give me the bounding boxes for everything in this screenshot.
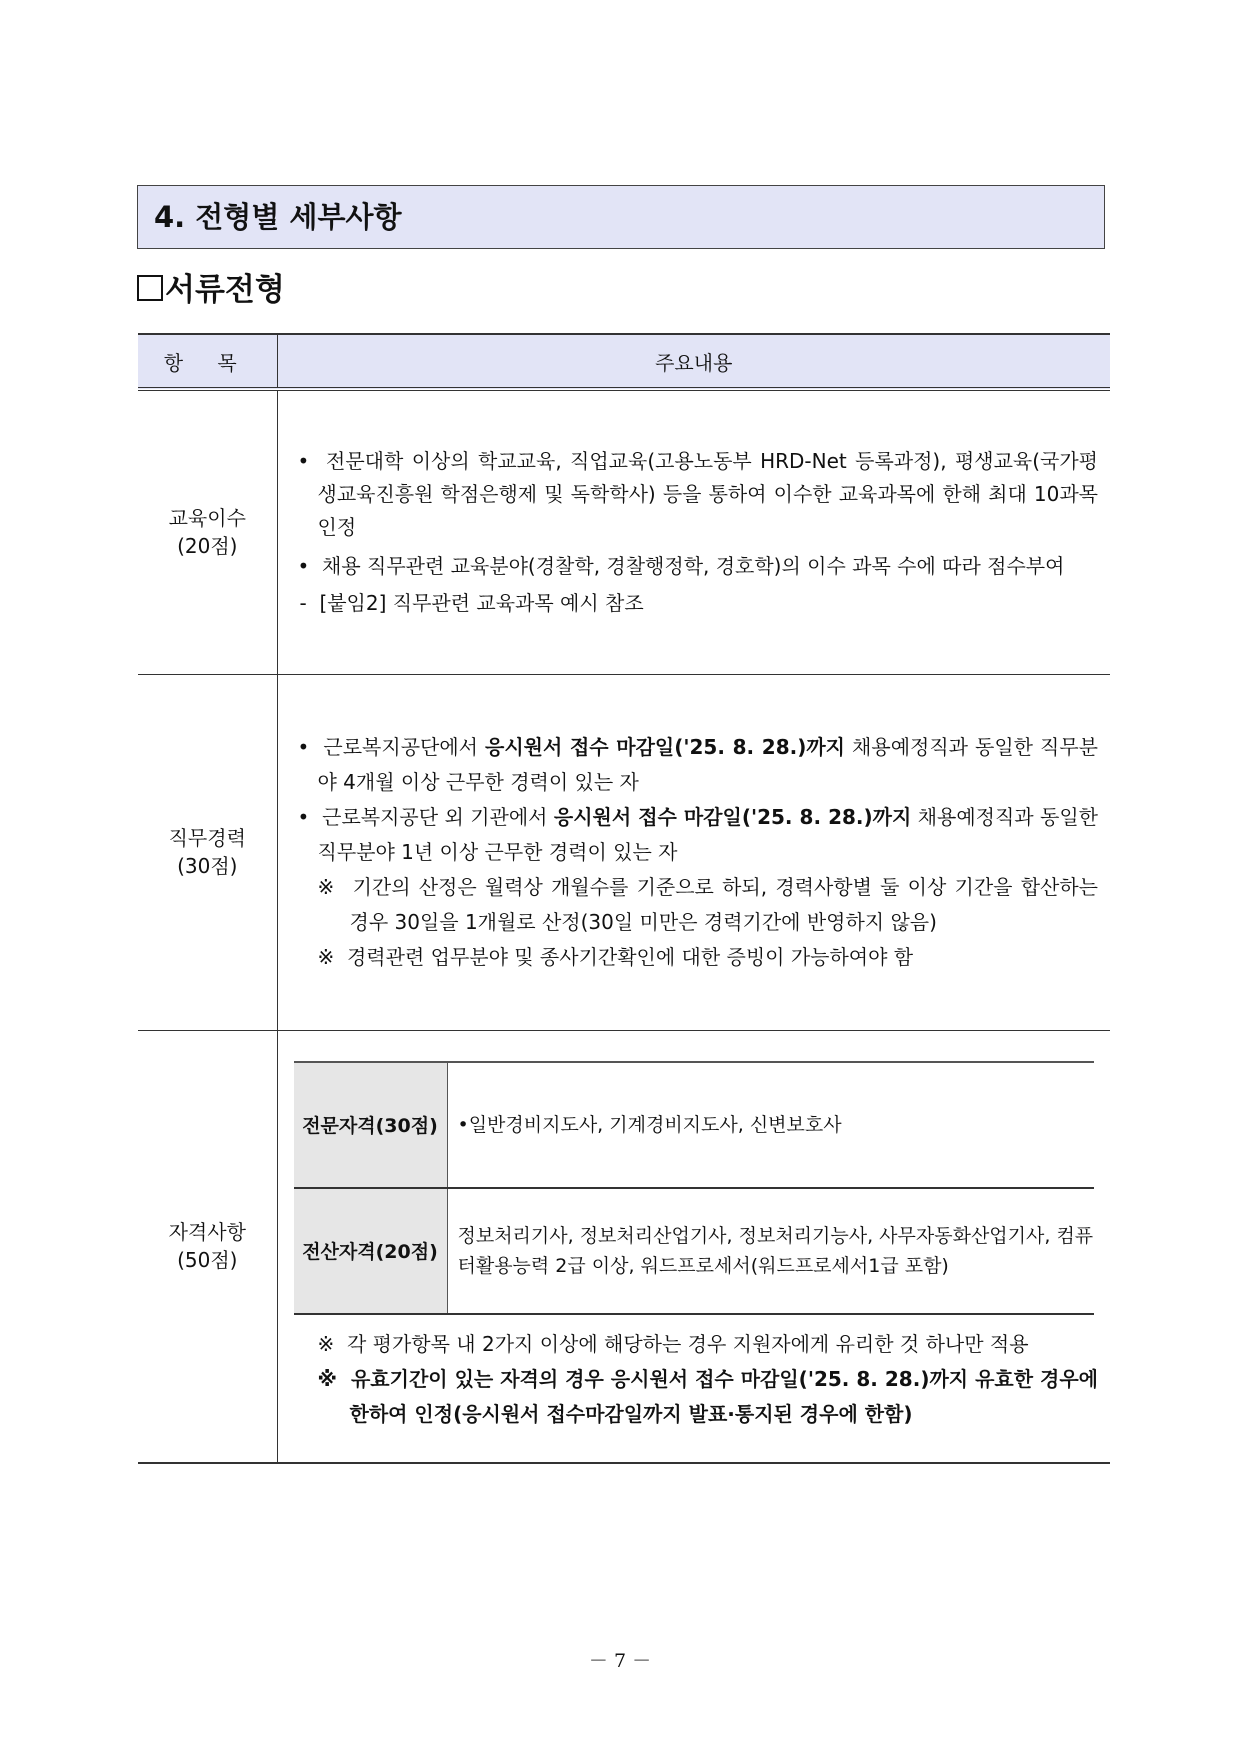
table-row <box>138 389 1110 674</box>
row-points: (50점) <box>177 1248 238 1273</box>
content-cell <box>277 389 1110 674</box>
qualification-label: 전문자격(30점) <box>294 1062 448 1188</box>
bullet-item: • 채용 직무관련 교육분야(경찰학, 경찰행정학, 경호학)의 이수 과목 수에 따라 점수부여 <box>297 553 1065 578</box>
row-label-cell <box>138 1030 277 1463</box>
qualification-table <box>294 1061 1094 1315</box>
table-header-row <box>138 334 1110 389</box>
row-points: (30점) <box>177 854 238 878</box>
qualification-row <box>294 1062 1094 1188</box>
qualification-row <box>294 1188 1094 1314</box>
row-label: 자격사항 <box>168 1220 246 1245</box>
bullet-item: • 전문대학 이상의 학교교육, 직업교육(고용노동부 HRD-Net 등록과정), 평생교육(국가평생교육진흥원 학점은행제 및 독학학사) 등을 통하여 이수한 교육과목에 한해 최대 10과목 인정 <box>297 448 1098 539</box>
subsection-title: 서류전형 <box>165 272 285 308</box>
note-item: ※ 각 평가항목 내 2가지 이상에 해당하는 경우 지원자에게 유리한 것 하나만 적용 <box>317 1331 1029 1356</box>
column-header-content: 주요내용 <box>277 334 1110 389</box>
dash-item: - [붙임2] 직무관련 교육과목 예시 참조 <box>299 590 644 615</box>
table-row <box>138 1030 1110 1463</box>
page-number: － 7 － <box>588 1650 652 1672</box>
table-row <box>138 674 1110 1030</box>
content-cell <box>277 674 1110 1030</box>
note-item: ※ 경력관련 업무분야 및 종사기간확인에 대한 증빙이 가능하여야 함 <box>317 944 914 969</box>
screening-table <box>138 333 1110 1464</box>
qualification-value: •일반경비지도사, 기계경비지도사, 신변보호사 <box>447 1062 1094 1188</box>
note-item-bold: ※ 유효기간이 있는 자격의 경우 응시원서 접수 마감일('25. 8. 28.)까지 유효한 경우에 한하여 인정(응시원서 접수마감일까지 발표·통지된 경우에 한함) <box>317 1366 1099 1426</box>
row-label: 교육이수 <box>168 506 246 531</box>
square-bullet-icon <box>137 275 163 301</box>
section-title: 4. 전형별 세부사항 <box>137 185 1105 249</box>
row-label-cell <box>138 674 277 1030</box>
bullet-item: • 근로복지공단 외 기관에서 응시원서 접수 마감일('25. 8. 28.)까지 채용예정직과 동일한 직무분야 1년 이상 근무한 경력이 있는 자 <box>297 804 1099 864</box>
subsection-heading <box>137 270 285 310</box>
qualification-value: 정보처리기사, 정보처리산업기사, 정보처리기능사, 사무자동화산업기사, 컴퓨터활용능력 2급 이상, 워드프로세서(워드프로세서1급 포함) <box>447 1188 1094 1314</box>
row-label: 직무경력 <box>168 826 246 850</box>
qualification-label: 전산자격(20점) <box>294 1188 448 1314</box>
content-cell <box>277 1030 1110 1463</box>
row-label-cell <box>138 389 277 674</box>
bullet-item: • 근로복지공단에서 응시원서 접수 마감일('25. 8. 28.)까지 채용예정직과 동일한 직무분야 4개월 이상 근무한 경력이 있는 자 <box>297 734 1099 794</box>
row-points: (20점) <box>177 534 238 559</box>
column-header-item: 항 목 <box>138 334 277 389</box>
note-item: ※ 기간의 산정은 월력상 개월수를 기준으로 하되, 경력사항별 둘 이상 기간을 합산하는 경우 30일을 1개월로 산정(30일 미만은 경력기간에 반영하지 않음) <box>317 874 1098 934</box>
